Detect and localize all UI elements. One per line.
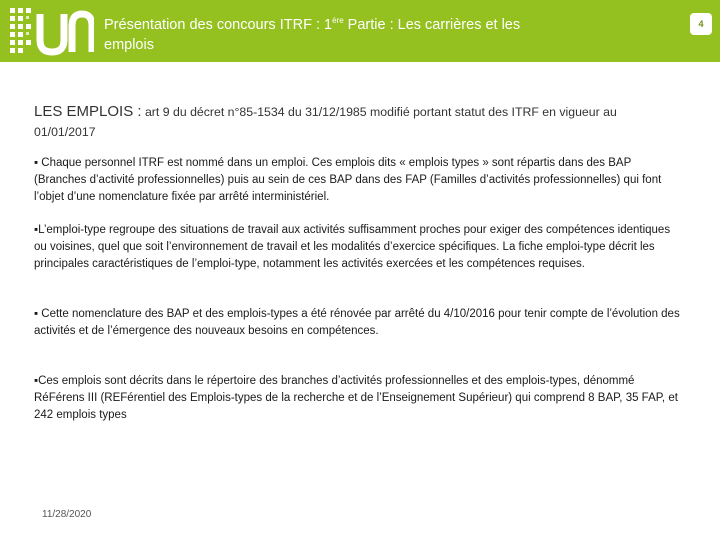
- section-heading-subtitle: art 9 du décret n°85-1534 du 31/12/1985 modifié portant statut des ITRF en vigueur au 01/01/2017: [34, 105, 617, 139]
- slide-title-part1: Présentation des concours ITRF : 1: [104, 16, 333, 33]
- paragraph-emploi-type: ▪L’emploi-type regroupe des situations de travail aux activités suffisamment proches pour exiger des compétences identiques ou voisines, quel que soit l’environnement de travail et les modalités d’exercice spécifiques. La fiche emploi-type décrit les principales caractéristiques de l’emploi-type, notamment les activités exercées et les compétences requises.: [34, 224, 671, 270]
- slide-number: 4: [690, 13, 712, 35]
- university-logo-icon: [8, 6, 94, 58]
- slide-title-part2: Partie : Les carrières et les emplois: [104, 16, 521, 53]
- section-heading-title: LES EMPLOIS :: [34, 103, 142, 120]
- section-heading: [34, 102, 674, 142]
- slide-title-superscript: ère: [332, 16, 344, 25]
- slide-title: [104, 11, 574, 55]
- paragraph-bap-fap: ▪ Chaque personnel ITRF est nommé dans un emploi. Ces emplois dits « emplois types » sont répartis dans des BAP (Branches d’activité professionnelles) puis au sein de ces BAP dans des FAP (Familles d’activités professionnelles) qui font l’objet d’une nomenclature fixée par arrêté interministériel.: [34, 157, 662, 203]
- slide-header: [0, 0, 720, 62]
- paragraph-referens: ▪Ces emplois sont décrits dans le répertoire des branches d’activités professionnelles et des emplois-types, dénommé RéFérens III (REFérentiel des Emplois-types de la recherche et de l’Enseignement Supérieur) qui comprend 8 BAP, 35 FAP, et 242 emplois types: [34, 375, 678, 421]
- paragraph-nomenclature: ▪ Cette nomenclature des BAP et des emplois-types a été rénovée par arrêté du 4/10/2016 pour tenir compte de l’évolution des activités et de l’émergence des nouveaux besoins en compétences.: [34, 308, 680, 337]
- footer-date: 11/28/2020: [42, 509, 92, 520]
